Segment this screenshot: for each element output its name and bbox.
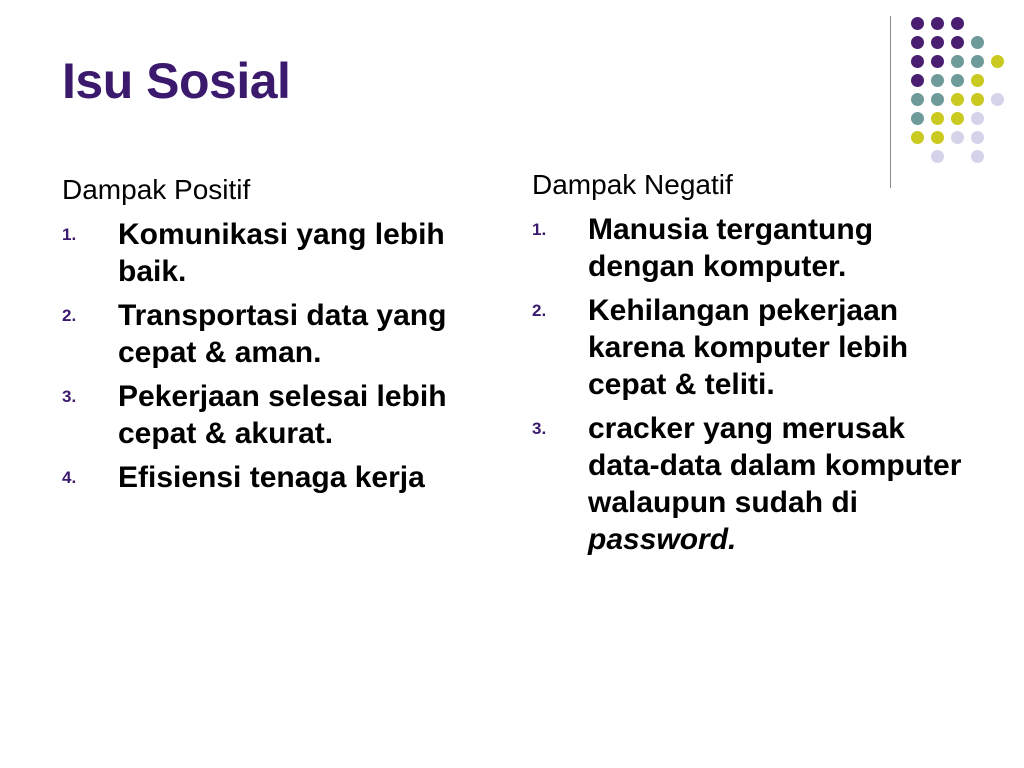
decorative-dot xyxy=(971,150,984,163)
decorative-dot xyxy=(911,93,924,106)
decorative-dot xyxy=(911,55,924,68)
list-text: Transportasi data yang cepat & aman. xyxy=(118,299,447,369)
decorative-dot xyxy=(951,112,964,125)
list-item xyxy=(62,459,502,496)
list-text: Pekerjaan selesai lebih cepat & akurat. xyxy=(118,380,447,450)
list-number: 1. xyxy=(532,220,547,239)
list-number: 3. xyxy=(532,419,547,438)
negative-heading: Dampak Negatif xyxy=(532,169,733,200)
decorative-dot xyxy=(931,93,944,106)
negative-column xyxy=(532,167,972,565)
list-item xyxy=(62,216,502,290)
decorative-dot xyxy=(971,55,984,68)
list-item xyxy=(62,297,502,371)
emphasized-word: password. xyxy=(588,523,737,556)
decorative-dot xyxy=(911,131,924,144)
decorative-dot xyxy=(911,112,924,125)
slide-title: Isu Sosial xyxy=(62,53,291,109)
decorative-dot xyxy=(911,36,924,49)
decorative-dot xyxy=(931,112,944,125)
list-item xyxy=(532,410,972,558)
divider-line xyxy=(890,16,891,188)
list-text: cracker yang merusak data-data dalam komputer walaupun sudah di xyxy=(588,412,962,519)
list-item xyxy=(532,292,972,403)
decorative-dot xyxy=(951,93,964,106)
decorative-dot xyxy=(931,74,944,87)
list-number: 2. xyxy=(532,301,547,320)
list-text: Kehilangan pekerjaan karena komputer lebih cepat & teliti. xyxy=(588,294,909,401)
decorative-dot xyxy=(951,131,964,144)
decorative-dot xyxy=(931,55,944,68)
decorative-dot xyxy=(951,36,964,49)
list-text: Manusia tergantung dengan komputer. xyxy=(588,213,874,283)
decorative-dot xyxy=(971,74,984,87)
decorative-dot xyxy=(991,93,1004,106)
decorative-dot xyxy=(951,74,964,87)
decorative-dot xyxy=(931,17,944,30)
list-text: Komunikasi yang lebih baik. xyxy=(118,218,445,288)
positive-column xyxy=(62,172,502,503)
decorative-dot xyxy=(951,17,964,30)
list-number: 3. xyxy=(62,387,77,406)
list-text: Efisiensi tenaga kerja xyxy=(118,461,425,494)
decorative-dot xyxy=(971,131,984,144)
decorative-dot xyxy=(971,112,984,125)
decorative-dot xyxy=(951,55,964,68)
decorative-dot xyxy=(911,74,924,87)
list-item xyxy=(532,211,972,285)
decorative-dot xyxy=(971,36,984,49)
negative-list xyxy=(532,211,972,558)
decorative-dot xyxy=(931,150,944,163)
positive-heading: Dampak Positif xyxy=(62,174,251,205)
decorative-dot xyxy=(931,131,944,144)
decorative-dot xyxy=(971,93,984,106)
list-number: 4. xyxy=(62,468,77,487)
list-item xyxy=(62,378,502,452)
decorative-dot xyxy=(991,55,1004,68)
list-number: 2. xyxy=(62,306,77,325)
positive-list xyxy=(62,216,502,496)
decorative-dot xyxy=(931,36,944,49)
list-number: 1. xyxy=(62,225,77,244)
decorative-dot xyxy=(911,17,924,30)
